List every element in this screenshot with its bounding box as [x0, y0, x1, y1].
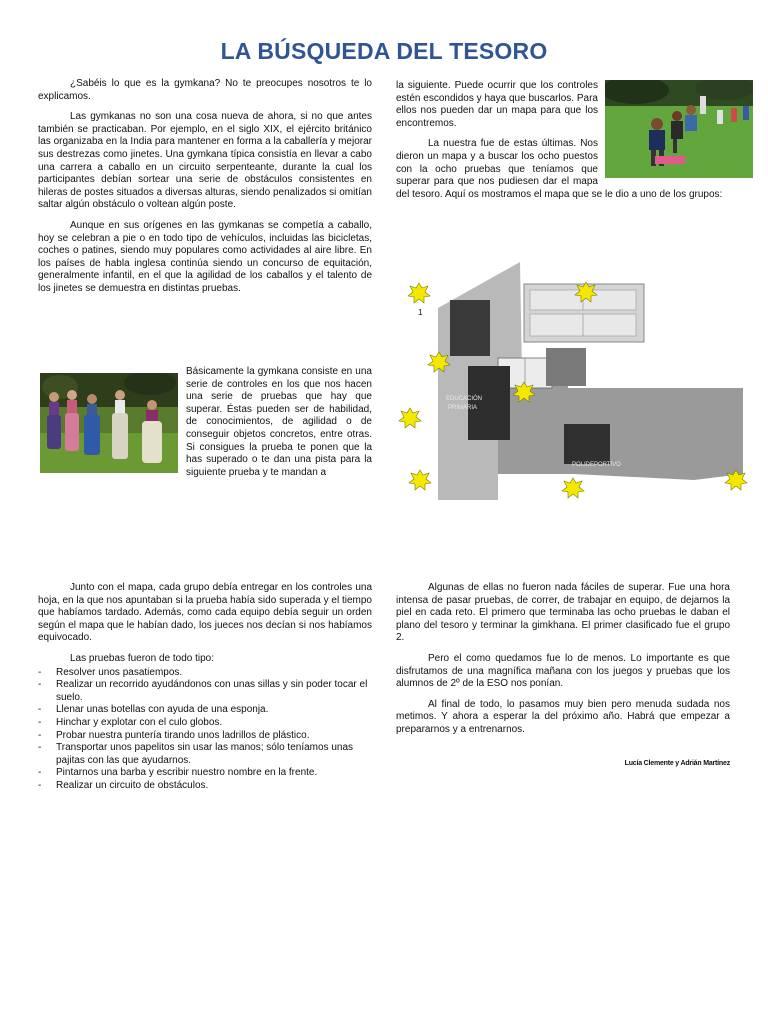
list-item: - Realizar un recorrido ayudándonos con unas sillas y sin poder tocar el suelo. — [38, 679, 372, 704]
tests-list — [38, 667, 372, 793]
conclusion-column — [396, 582, 730, 745]
history-paragraph: Las gymkanas no son una cosa nueva de ahora, si no que antes también se practicaban. Por ejemplo, en el siglo XIX, el ejército británico las organizaba en la India para mantener en forma a la caballería y mejorar sus destrezas como jinetes. Una gymkana típica consistía en llevar a cabo una carrera a caballo en un circuito serpenteante, durante la cual los participantes debían sortear una serie de obstáculos consistentes en hileras de postes situados a diversas alturas, siendo penalizados si omitían saltar algún obstáculo o voltean algún poste. — [38, 111, 372, 211]
intro-column — [38, 78, 372, 304]
origins-paragraph: Aunque en sus orígenes en las gymkanas se competía a caballo, hoy se celebran a pie o en todo tipo de vehículos, incluidas las bicicletas, coches o patines, siendo muy populares como actividades al aire libre. En los países de habla inglesa continúa siendo un concurso de equitación, generalmente infantil, en el que la agilidad de los caballos y el talento de los jinetes se demuestra en distintas pruebas. — [38, 219, 372, 294]
map-intro-column — [396, 80, 754, 209]
author-signature: Lucía Clemente y Adrián Martínez — [624, 760, 730, 767]
list-item: - Resolver unos pasatiempos. — [38, 667, 372, 680]
map-label-polideportivo: POLIDEPORTIVO — [572, 462, 621, 468]
our-gymkana-paragraph: La nuestra fue de estas últimas. Nos dieron un mapa y a buscar los ocho puestos con la ocho pruebas que teníamos que superar para que nos pudiesen dar el mapa del tesoro. Aquí os mostramos el mapa que se le dio a uno de los grupos: — [396, 138, 723, 200]
tests-list-intro: Las pruebas fueron de todo tipo: — [70, 652, 214, 664]
school-map — [398, 238, 754, 500]
difficulty-paragraph: Algunas de ellas no fueron nada fáciles de superar. Fue una hora intensa de pasar pruebas, de correr, de trabajar en equipo, de dejarnos la piel en cada reto. El primero que terminaba las ocho pruebas le daban el plano del tesoro y terminar la gimkhana. El primer clasificado fue el grupo 2. — [396, 582, 730, 644]
map-label-primaria-1: EDUCACIÓN — [446, 396, 483, 402]
search-paragraph: la siguiente. Puede ocurrir que los controles estén escondidos y haya que buscarlos. Para ellos nos pueden dar un mapa para que los encontremos. — [396, 80, 598, 129]
intro-paragraph: ¿Sabéis lo que es la gymkana? No te preocupes nosotros te lo explicamos. — [38, 78, 372, 102]
map-marker-number: 1 — [418, 308, 423, 317]
list-item: - Llenar unas botellas con ayuda de una esponja. — [38, 704, 372, 717]
final-paragraph: Al final de todo, lo pasamos muy bien pero menuda sudada nos metimos. Y ahora a esperar la del próximo año. Habrá que empezar a prepararnos y a entrenarnos. — [396, 698, 730, 735]
controls-paragraph: Básicamente la gymkana consiste en una serie de controles en los que nos hacen una serie de pruebas que hay que superar. Éstas pueden ser de habilidad, de conocimientos, de agilidad o de conseguir objetos concretos, entre otras. Si consigues la prueba te ponen que la has superado o te dan una pista para la siguiente prueba y te mandan a — [186, 366, 372, 478]
map-label-primaria-2: PRIMARIA — [448, 405, 478, 411]
list-item: - Pintarnos una barba y escribir nuestro nombre en la frente. — [38, 767, 372, 780]
list-item: - Probar nuestra puntería tirando unos ladrillos de plástico. — [38, 730, 372, 743]
sheet-paragraph: Junto con el mapa, cada grupo debía entregar en los controles una hoja, en la que nos apuntaban si la prueba había sido superada y el tiempo que habíamos tardado. Además, como cada equipo debía seguir un orden según el mapa que le habían dado, los jueces nos decían si nos habíamos equivocado. — [38, 582, 372, 644]
description-wrap — [38, 366, 372, 479]
list-item: - Hinchar y explotar con el culo globos. — [38, 717, 372, 730]
page-title: LA BÚSQUEDA DEL TESORO — [220, 38, 548, 64]
rules-column — [38, 582, 372, 793]
list-item: - Realizar un circuito de obstáculos. — [38, 780, 372, 793]
list-item: - Transportar unos papelitos sin usar las manos; sólo teníamos unas pajitas con las que ayudarnos. — [38, 742, 372, 767]
enjoyment-paragraph: Pero el como quedamos fue lo de menos. Lo importante es que disfrutamos de una magnífica mañana con los juegos y pruebas que los alumnos de 2º de la ESO nos ponían. — [396, 652, 730, 690]
